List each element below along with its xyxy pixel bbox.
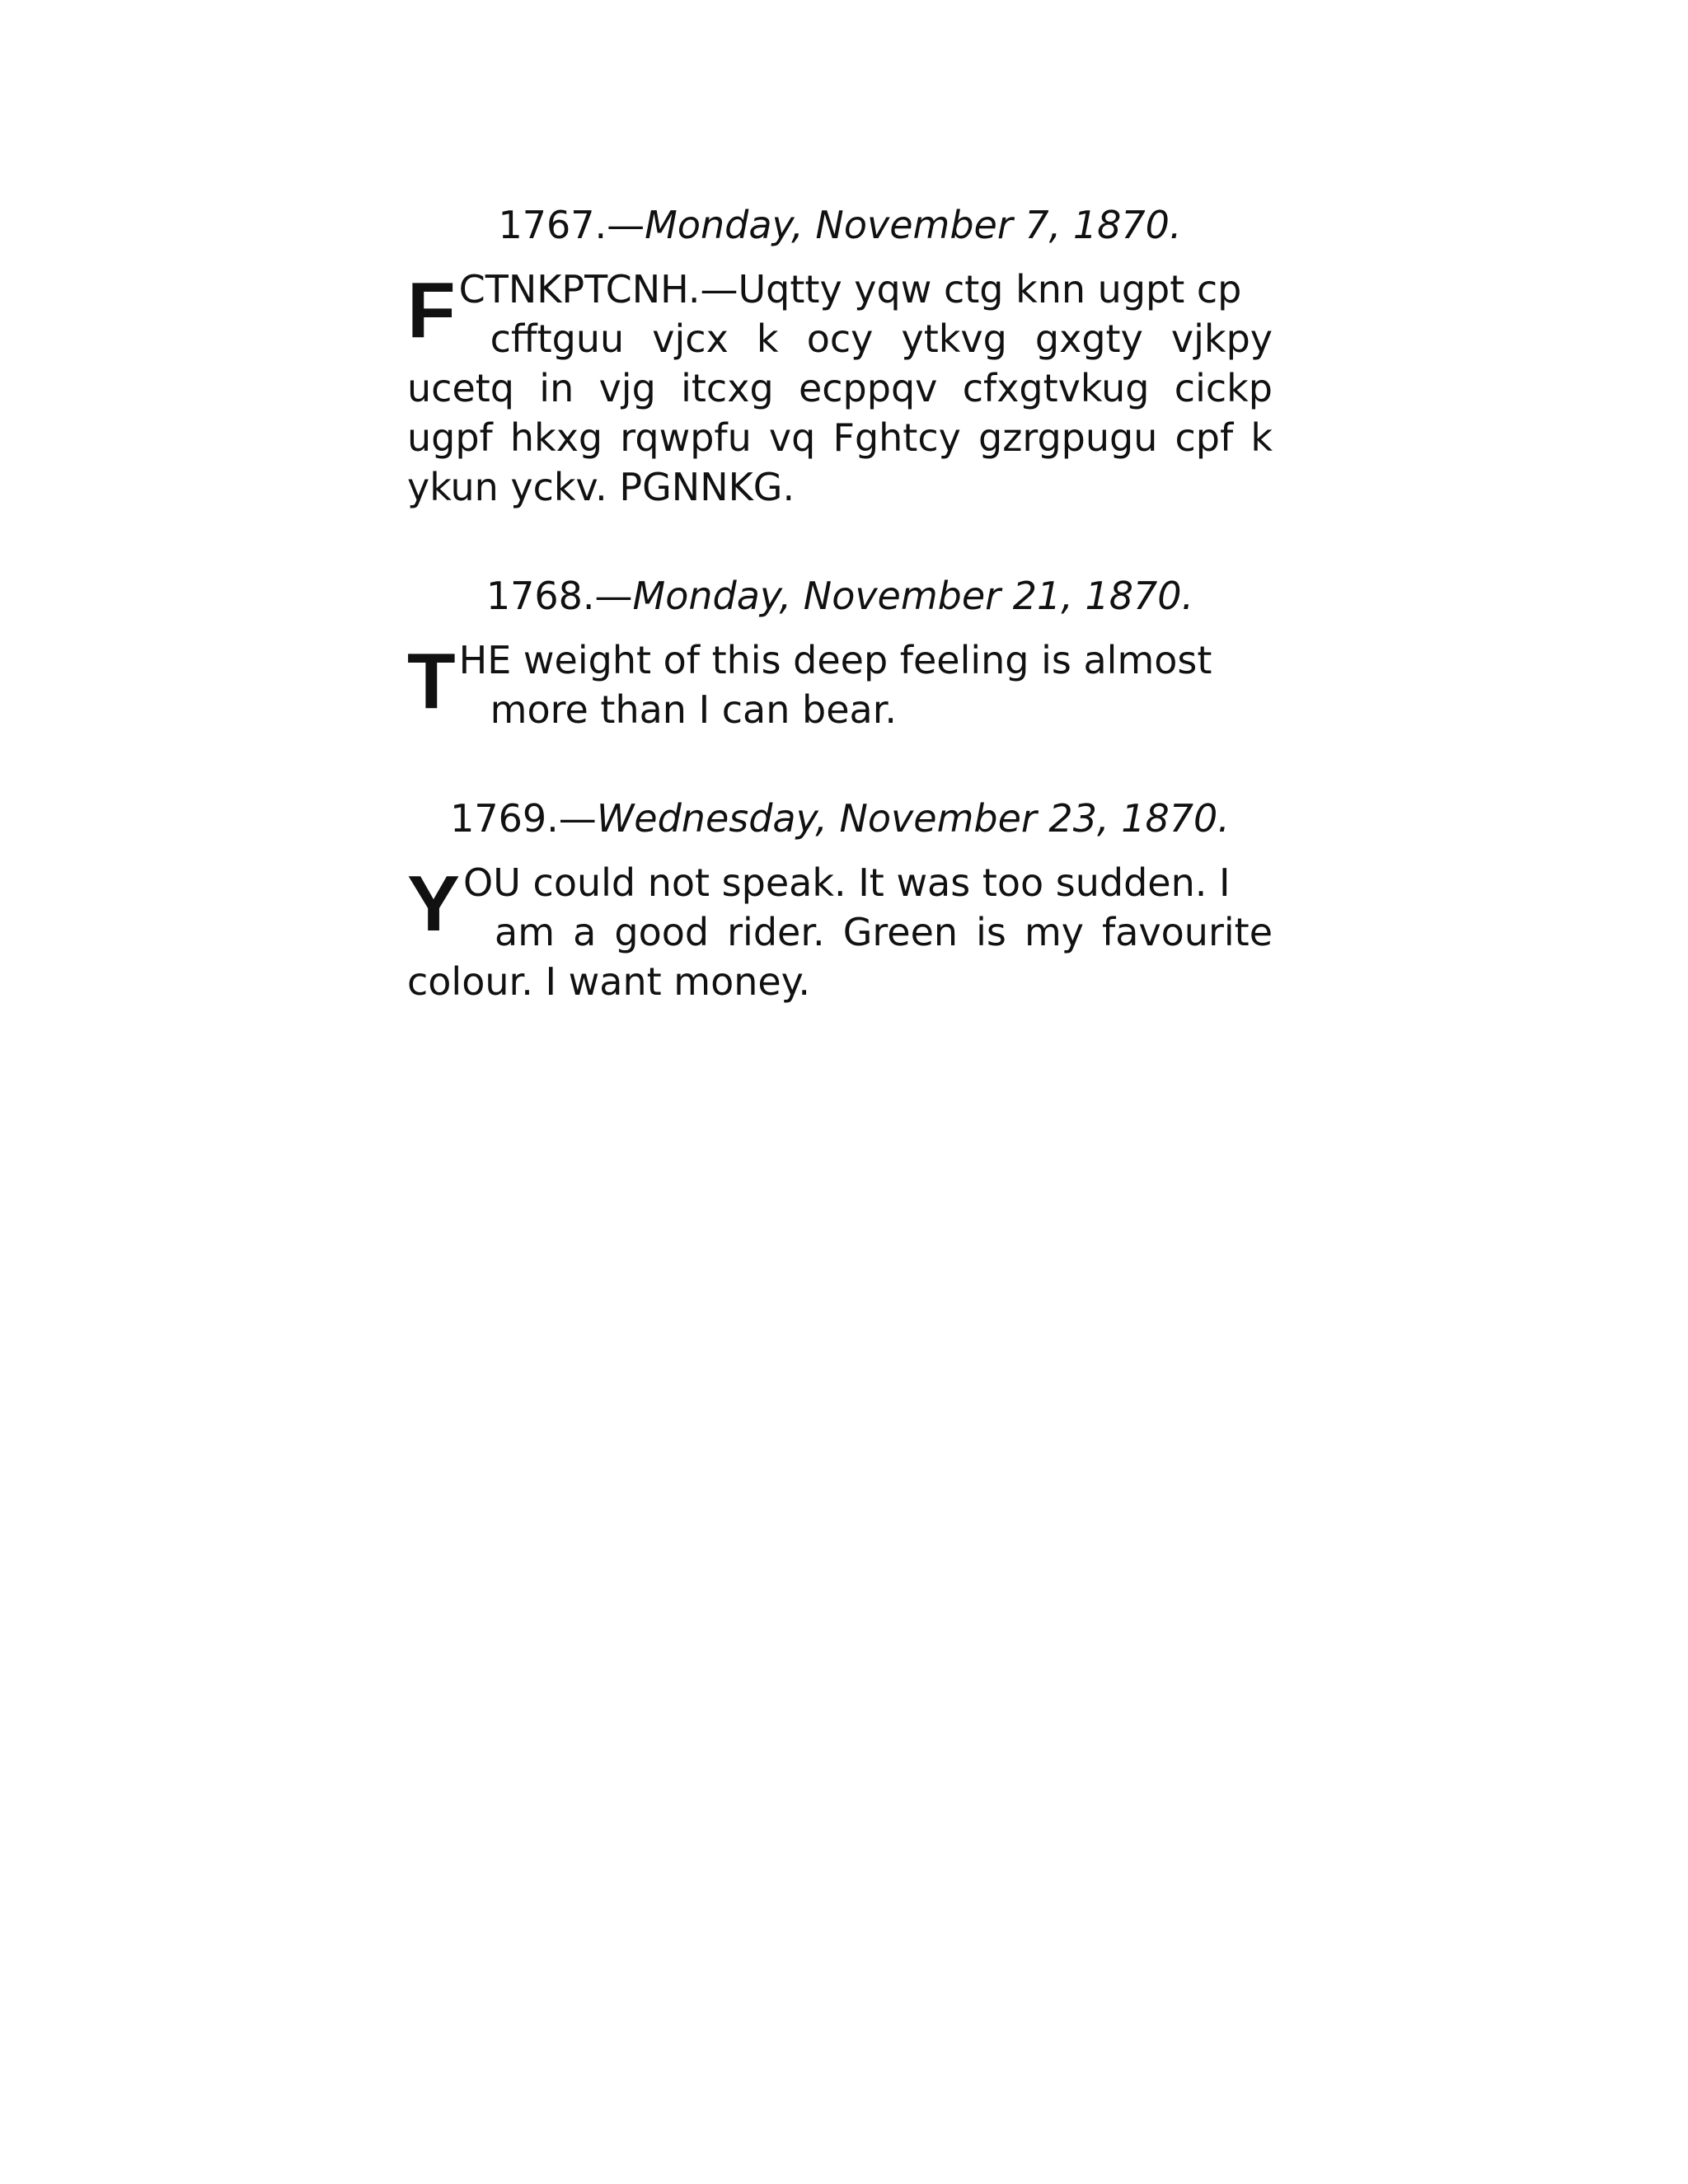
drop-cap: Y	[407, 860, 461, 948]
document-page	[407, 202, 1273, 1067]
entry-heading	[407, 573, 1273, 619]
entry-date: Monday, November 7, 1870.	[645, 203, 1182, 247]
entry-body	[407, 265, 1273, 512]
entry-number: 1767.—	[498, 203, 645, 247]
entry-number: 1769.—	[450, 796, 597, 841]
entry-heading	[407, 202, 1273, 248]
entry-body-first-line: OU could not speak. It was too sudden. I	[463, 860, 1231, 905]
entry-date: Monday, November 21, 1870.	[632, 574, 1194, 618]
entry-body	[407, 635, 1273, 734]
entry-body-text: cfftguu vjcx k ocy ytkvg gxgty vjkpy ucetq in vjg itcxg ecppqv cfxgtvkug cickp ugpf hkxg rqwpfu vq Fghtcy gzrgpugu cpf k ykun yckv. PGNNKG.	[407, 316, 1273, 509]
entry-heading	[407, 795, 1273, 841]
entry-body-text: am a good rider. Green is my favourite colour. I want money.	[407, 910, 1273, 1004]
drop-cap: F	[407, 266, 456, 354]
entry-1767	[407, 202, 1273, 512]
drop-cap: T	[407, 637, 456, 725]
entry-body-first-line: HE weight of this deep feeling is almost	[458, 638, 1212, 682]
entry-date: Wednesday, November 23, 1870.	[596, 796, 1230, 841]
entry-body-first-line: CTNKPTCNH.—Uqtty yqw ctg knn ugpt cp	[458, 267, 1242, 312]
entry-number: 1768.—	[485, 574, 633, 618]
entry-1769	[407, 795, 1273, 1006]
entry-body	[407, 858, 1273, 1006]
entry-1768	[407, 573, 1273, 734]
entry-body-text: more than I can bear.	[490, 687, 898, 732]
